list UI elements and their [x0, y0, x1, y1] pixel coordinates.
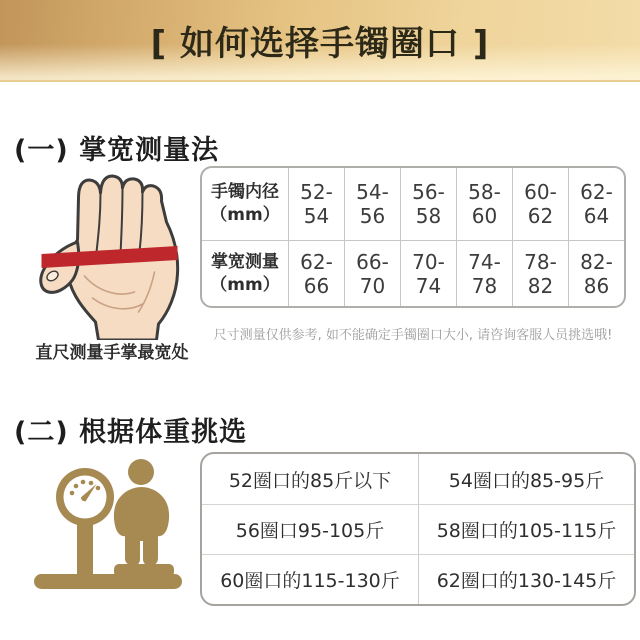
- size-table-row1-header: [202, 168, 288, 240]
- size-table-cell: 60-62: [512, 168, 568, 240]
- size-table-cell: 56-58: [400, 168, 456, 240]
- page-title: [ 如何选择手镯圈口 ]: [150, 23, 490, 64]
- hand-caption: 直尺测量手掌最宽处: [35, 343, 189, 363]
- size-table-cell: 52-54: [288, 168, 344, 240]
- size-table-cell: 54-56: [344, 168, 400, 240]
- size-table-cell: 74-78: [456, 240, 512, 306]
- weight-table: [200, 452, 636, 606]
- hand-measure-illustration: [30, 172, 195, 340]
- weight-scale-icon: [28, 452, 188, 592]
- row1-header-unit: （mm）: [210, 205, 280, 225]
- weight-table-cell: 58圈口的105-115斤: [418, 504, 634, 554]
- size-table-cell: 58-60: [456, 168, 512, 240]
- size-table: [200, 166, 626, 308]
- weight-scale-illustration: [28, 452, 188, 592]
- weight-table-cell: 56圈口95-105斤: [202, 504, 418, 554]
- size-table-cell: 78-82: [512, 240, 568, 306]
- weight-table-cell: 62圈口的130-145斤: [418, 554, 634, 604]
- weight-table-cell: 52圈口的85斤以下: [228, 469, 392, 492]
- section1-heading: (一) 掌宽测量法: [14, 135, 220, 167]
- banner: [0, 0, 640, 82]
- size-table-row2-header: [202, 240, 288, 306]
- row2-header-label: 掌宽测量: [211, 251, 279, 272]
- weight-table-cell: 54圈口的85-95斤: [418, 454, 634, 504]
- hand-with-red-band-icon: [30, 172, 195, 340]
- size-table-cell: 66-70: [344, 240, 400, 306]
- row2-header-unit: （mm）: [210, 274, 280, 295]
- size-note: 尺寸测量仅供参考, 如不能确定手镯圈口大小, 请咨询客服人员挑选哦!: [213, 328, 613, 343]
- section2-heading: (二) 根据体重挑选: [14, 417, 248, 449]
- row1-header-label: 手镯内径: [211, 182, 279, 203]
- size-table-cell: 82-86: [568, 240, 624, 306]
- weight-table-cell: 60圈口的115-130斤: [202, 554, 418, 604]
- size-table-cell: 62-64: [568, 168, 624, 240]
- size-table-cell: 62-66: [288, 240, 344, 306]
- size-table-cell: 70-74: [400, 240, 456, 306]
